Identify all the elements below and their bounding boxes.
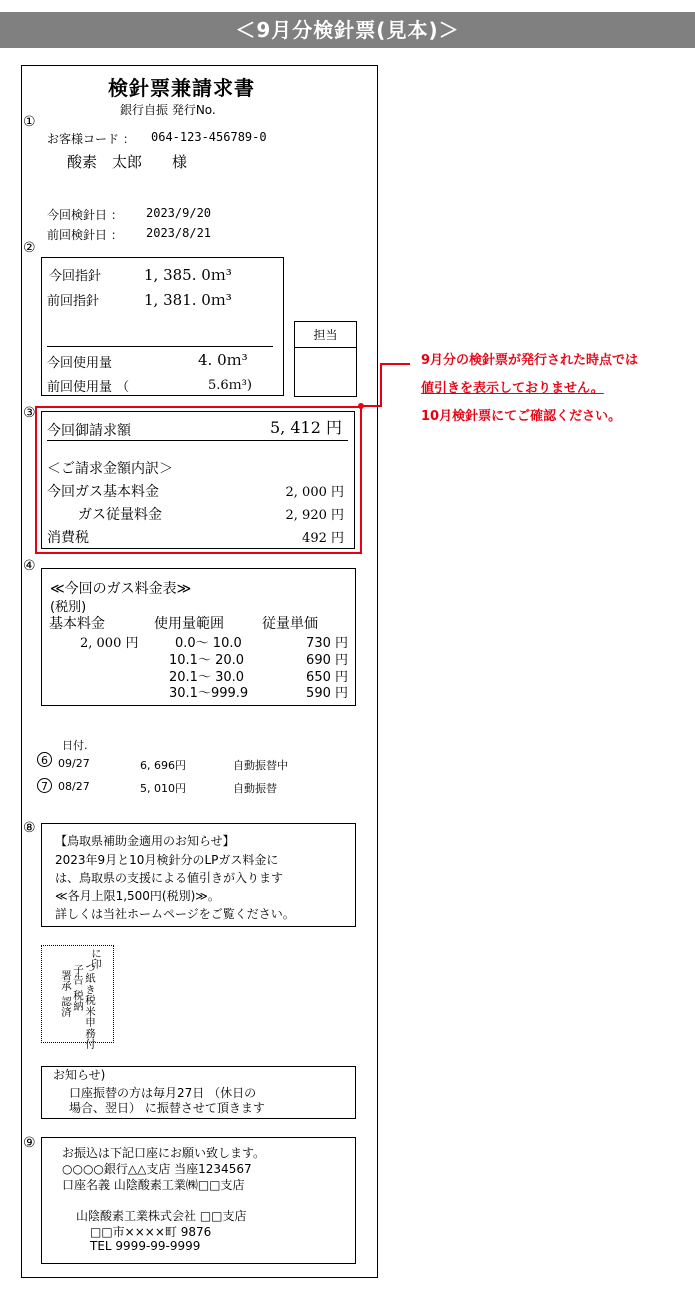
usage-fee-label: ガス従量料金 (78, 507, 162, 523)
marker-1: ① (23, 114, 36, 130)
current-reading-label: 今回指針 (49, 269, 102, 284)
prev-usage-value: 5.6ｍ³) (208, 378, 252, 393)
range-row-2: 10.1～ 20.0 (169, 653, 245, 668)
price-row-3: 650 円 (306, 670, 348, 685)
marker-9: ⑨ (23, 1135, 36, 1151)
prev-read-date-label: 前回検針日 ： (47, 228, 123, 242)
stamp-col-8: 署承 (60, 970, 72, 991)
range-row-4: 30.1～999.9 (169, 686, 249, 701)
rate-table-heading: ≪今回のガス料金表≫ (50, 581, 192, 597)
callout-line-1: 9月分の検針票が発行された時点では (421, 353, 639, 368)
total-divider (47, 440, 348, 441)
col-range-header: 使用量範囲 (154, 616, 224, 632)
bank-line-3: 口座名義 山陰酸素工業㈱□□支店 (62, 1178, 245, 1192)
rate-tax-note: (税別) (50, 600, 87, 615)
basic-fee-value: 2, 000 円 (285, 485, 344, 500)
basic-fee-label: 今回ガス基本料金 (47, 484, 159, 500)
range-row-1: 0.0～ 10.0 (175, 636, 242, 651)
company-name: 山陰酸素工業株式会社 □□支店 (76, 1209, 247, 1223)
history-marker-6: 6 (37, 752, 52, 767)
stamp-col-4: 米申 (84, 1006, 96, 1027)
staff-divider (294, 347, 357, 348)
stamp-col-2: つ紙 (84, 962, 96, 983)
meter-divider (47, 346, 273, 347)
marker-3: ③ (23, 405, 36, 421)
basic-fee-rate: 2, 000 円 (80, 636, 139, 651)
history-amount-1: 6, 696円 (140, 759, 186, 772)
stamp-col-9: 認済 (60, 996, 72, 1017)
prev-reading-value: 1, 381. 0ｍ³ (144, 291, 232, 309)
history-amount-2: 5, 010円 (140, 782, 186, 795)
callout-line-2: 値引きを表示しておりません。 (421, 381, 604, 396)
history-marker-7: 7 (37, 778, 52, 793)
customer-name: 酸素 太郎 様 (67, 153, 188, 171)
transfer-notice-heading: お知らせ) (53, 1068, 106, 1082)
slip-title: 検針票兼請求書 (108, 76, 255, 100)
stamp-col-7: 務付 (84, 1028, 96, 1049)
subsidy-title: 【鳥取県補助金適用のお知らせ】 (55, 834, 235, 848)
breakdown-heading: ＜ご請求金額内訳＞ (47, 461, 173, 477)
company-address: □□市××××町 9876 (90, 1225, 212, 1239)
subsidy-line-4: 詳しくは当社ホームページをご覧ください。 (55, 907, 295, 921)
prev-read-date: 2023/8/21 (146, 226, 212, 240)
history-date-2: 08/27 (58, 780, 90, 793)
col-unit-header: 従量単価 (262, 616, 318, 632)
history-status-2: 自動振替 (233, 782, 277, 795)
tax-value: 492 円 (302, 531, 344, 546)
total-value: 5, 412 円 (270, 418, 342, 437)
price-row-2: 690 円 (306, 653, 348, 668)
history-header: 日付. (62, 739, 88, 752)
stamp-col-5: 子告 (72, 964, 84, 985)
marker-4: ④ (23, 558, 36, 574)
col-basic-header: 基本料金 (49, 616, 105, 632)
callout-leader (358, 360, 418, 410)
price-row-1: 730 円 (306, 636, 348, 651)
price-row-4: 590 円 (306, 686, 348, 701)
page-banner: ＜9月分検針票(見本)＞ (0, 12, 695, 48)
subsidy-line-2: は、鳥取県の支援による値引きが入ります (55, 871, 284, 885)
slip-subtitle: 銀行自振 発行No. (120, 103, 216, 117)
tax-label: 消費税 (47, 530, 89, 546)
marker-2: ② (23, 240, 36, 256)
stamp-col-3: き税 (84, 984, 96, 1005)
usage-fee-value: 2, 920 円 (285, 508, 344, 523)
bank-line-2: ○○○○銀行△△支店 当座1234567 (62, 1162, 252, 1176)
prev-reading-label: 前回指針 (47, 294, 100, 309)
transfer-notice-line-1: 口座振替の方は毎月27日 （休日の (69, 1086, 257, 1100)
subsidy-line-1: 2023年9月と10月検針分のLPガス料金に (55, 853, 279, 867)
transfer-notice-line-2: 場合、翌日） に振替させて頂きます (69, 1101, 265, 1115)
customer-code: 064-123-456789-0 (151, 130, 267, 144)
read-date: 2023/9/20 (146, 206, 212, 220)
current-reading-value: 1, 385. 0ｍ³ (144, 266, 232, 284)
bank-line-1: お振込は下記口座にお願い致します。 (62, 1146, 266, 1160)
history-date-1: 09/27 (58, 757, 90, 770)
subsidy-line-3: ≪各月上限1,500円(税別)≫。 (55, 889, 220, 903)
history-status-1: 自動振替中 (233, 759, 288, 772)
stamp-col-6: 税納 (72, 990, 84, 1011)
staff-label: 担当 (313, 328, 338, 342)
usage-label: 今回使用量 (47, 356, 113, 371)
marker-8: ⑧ (23, 820, 36, 836)
customer-code-label: お客様コード ： (47, 132, 135, 146)
usage-value: 4. 0ｍ³ (198, 351, 248, 369)
stamp-col-1: に印 (90, 948, 102, 969)
callout-line-3: 10月検針票にてご確認ください。 (421, 409, 622, 424)
company-phone: TEL 9999-99-9999 (90, 1239, 201, 1253)
total-label: 今回御請求額 (47, 423, 131, 439)
prev-usage-label: 前回使用量 （ (47, 380, 130, 395)
read-date-label: 今回検針日 ： (47, 208, 123, 222)
range-row-3: 20.1～ 30.0 (169, 670, 245, 685)
